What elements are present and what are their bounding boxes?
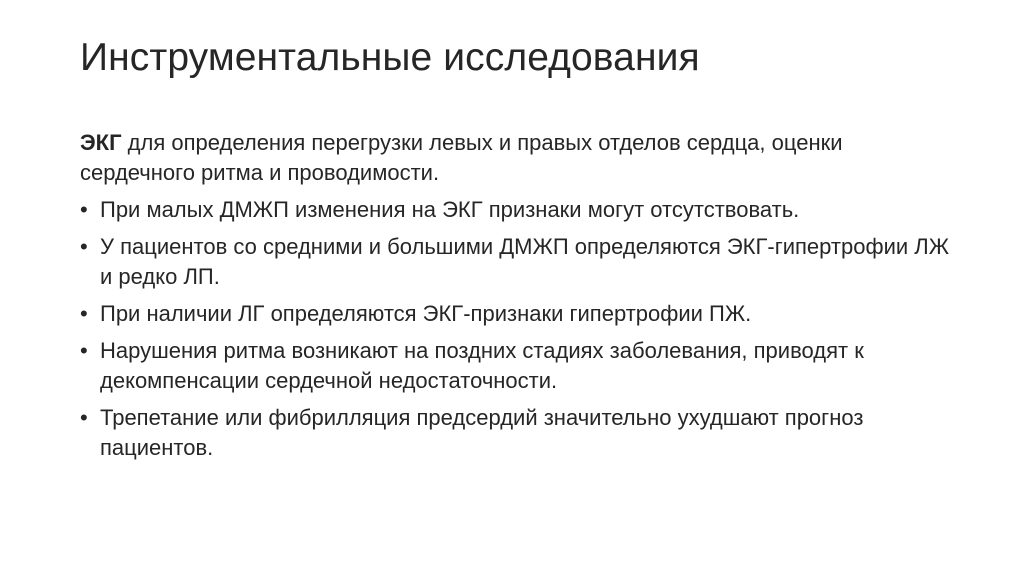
intro-text: для определения перегрузки левых и правых отделов сердца, оценки сердечного ритма и проводимости.: [80, 130, 843, 185]
bullet-item: [80, 195, 950, 225]
bullet-text: При малых ДМЖП изменения на ЭКГ признаки могут отсутствовать.: [100, 197, 800, 222]
bullet-text: У пациентов со средними и большими ДМЖП определяются ЭКГ-гипертрофии ЛЖ и редко ЛП.: [100, 234, 950, 289]
bullet-item: [80, 336, 950, 396]
bullet-item: [80, 299, 950, 329]
bullet-list: [80, 195, 950, 463]
bullet-dot-icon: •: [80, 338, 88, 363]
bullet-dot-icon: •: [80, 301, 88, 326]
bullet-dot-icon: •: [80, 197, 88, 222]
slide-body: [80, 128, 950, 470]
bullet-dot-icon: •: [80, 405, 88, 430]
intro-paragraph: [80, 128, 950, 188]
bullet-item: [80, 403, 950, 463]
slide-title: Инструментальные исследования: [80, 36, 700, 79]
bullet-dot-icon: •: [80, 234, 88, 259]
bullet-item: [80, 232, 950, 292]
bullet-text: При наличии ЛГ определяются ЭКГ-признаки гипертрофии ПЖ.: [100, 301, 752, 326]
bullet-text: Трепетание или фибрилляция предсердий значительно ухудшают прогноз пациентов.: [100, 405, 864, 460]
intro-bold-term: ЭКГ: [80, 130, 122, 155]
bullet-text: Нарушения ритма возникают на поздних стадиях заболевания, приводят к декомпенсации сердечной недостаточности.: [100, 338, 864, 393]
